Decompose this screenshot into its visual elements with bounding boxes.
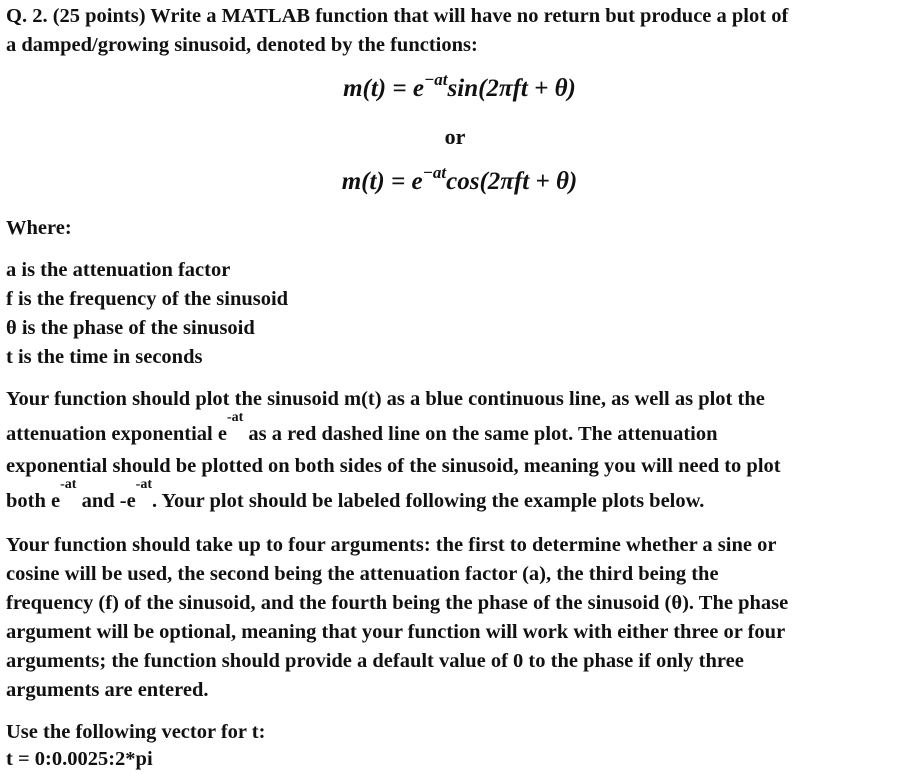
where-heading: Where: (6, 217, 72, 239)
paragraph-line (6, 410, 718, 446)
text-span: and -e (76, 490, 136, 512)
question-line-2: a damped/growing sinusoid, denoted by the functions: (6, 34, 478, 56)
superscript: -at (226, 410, 244, 425)
paragraph-line: arguments are entered. (6, 679, 209, 701)
equation-or: or (444, 124, 466, 149)
equation-sine-exponent: −at (423, 70, 448, 89)
paragraph-line: argument will be optional, meaning that your function will work with either three or four (6, 621, 786, 643)
definition-item: t is the time in seconds (6, 346, 203, 368)
equation-cosine-exponent: −at (422, 163, 447, 182)
text-span: attenuation exponential e (6, 423, 227, 445)
definition-item: θ is the phase of the sinusoid (6, 317, 255, 339)
equation-cosine-rhs: cos(2πft + θ) (446, 168, 578, 195)
time-vector-label: Use the following vector for t: (6, 721, 266, 743)
superscript: -at (135, 477, 152, 492)
text-span: . Your plot should be labeled following the example plots below. (152, 490, 705, 512)
paragraph-line: exponential should be plotted on both sides of the sinusoid, meaning you will need to plot (6, 455, 781, 477)
superscript: -at (60, 477, 77, 492)
paragraph-line (6, 477, 705, 513)
equation-cosine-lhs: m(t) = e (341, 168, 423, 195)
equation-sine-lhs: m(t) = e (343, 75, 424, 102)
equation-cosine (0, 163, 919, 196)
paragraph-line: frequency (f) of the sinusoid, and the fourth being the phase of the sinusoid (θ). The phase (6, 592, 789, 614)
paragraph-line: Your function should take up to four arguments: the first to determine whether a sine or (6, 534, 777, 556)
paragraph-line: arguments; the function should provide a default value of 0 to the phase if only three (6, 650, 744, 672)
time-vector-code: t = 0:0.0025:2*pi (6, 748, 153, 770)
definition-item: a is the attenuation factor (6, 259, 231, 281)
question-line-1: Q. 2. (25 points) Write a MATLAB function that will have no return but produce a plot of (6, 5, 789, 27)
equation-sine-rhs: sin(2πft + θ) (447, 75, 576, 102)
definition-item: f is the frequency of the sinusoid (6, 288, 289, 310)
equation-sine (0, 70, 919, 103)
paragraph-line: cosine will be used, the second being the attenuation factor (a), the third being the (6, 563, 719, 585)
paragraph-line: Your function should plot the sinusoid m(t) as a blue continuous line, as well as plot the (6, 388, 765, 410)
text-span: both e (6, 490, 61, 512)
text-span: as a red dashed line on the same plot. The attenuation (243, 423, 718, 445)
